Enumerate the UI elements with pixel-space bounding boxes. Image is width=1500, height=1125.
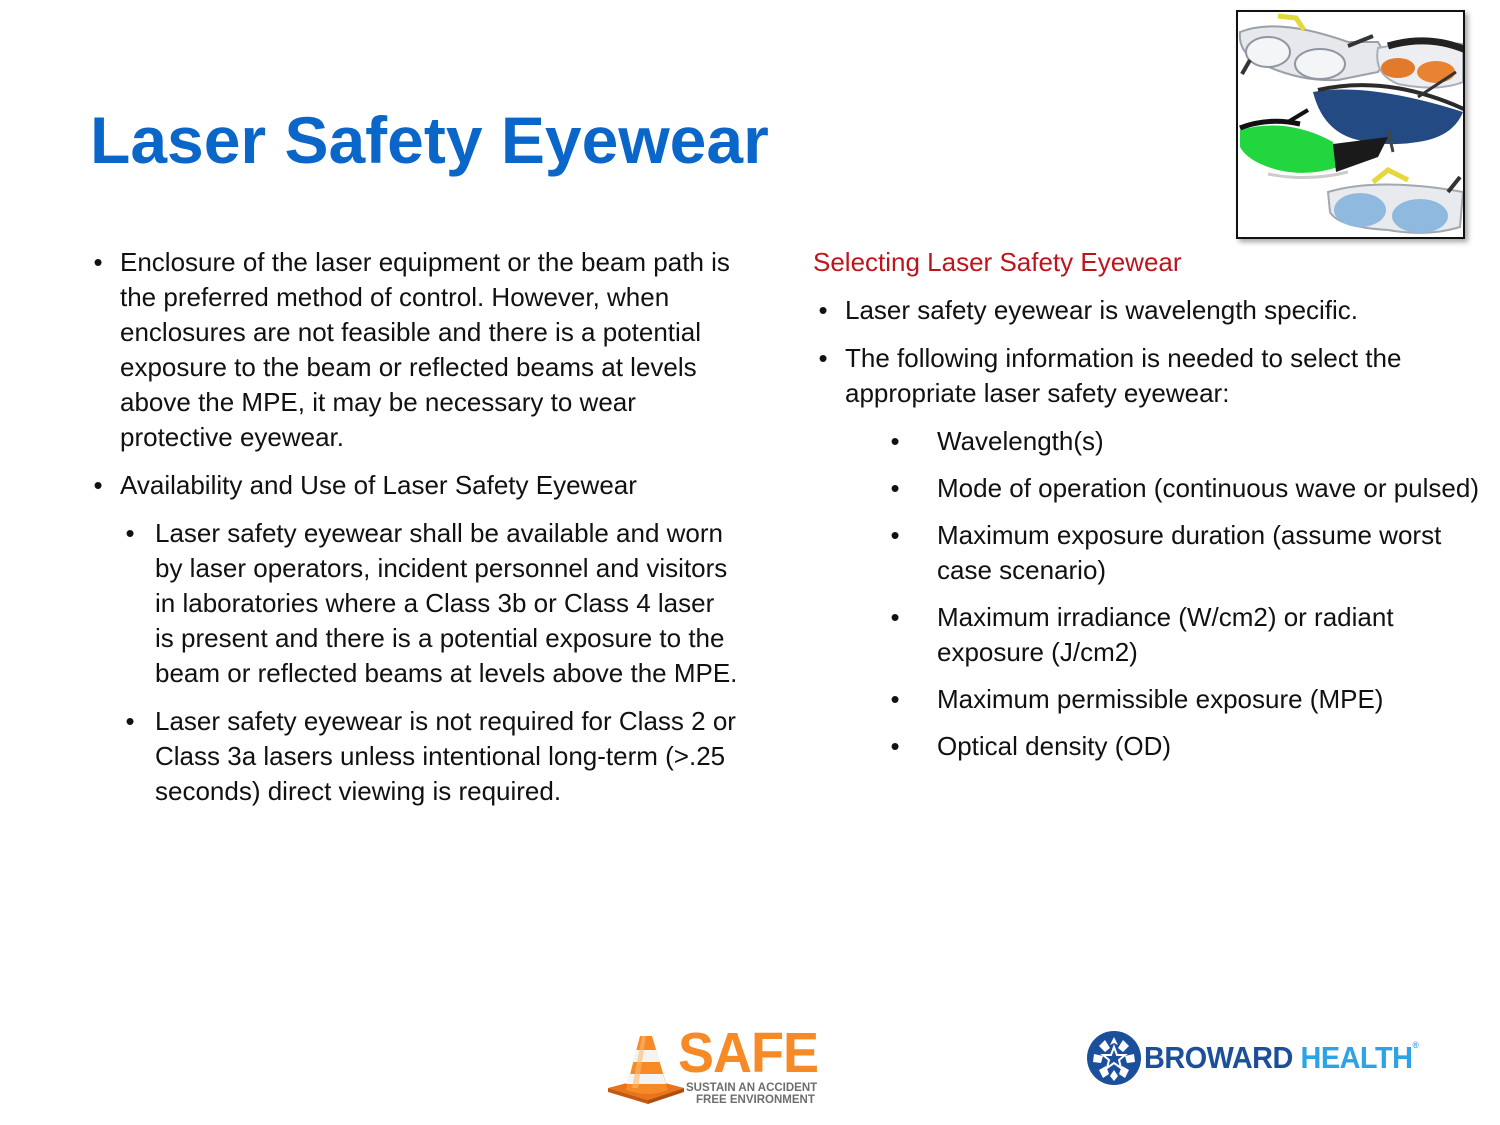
- sub-bullet-shall-be-available: [88, 516, 738, 691]
- bullet-text: Laser safety eyewear is wavelength specific.: [845, 295, 1359, 325]
- bullet-icon: •: [125, 706, 135, 736]
- clear-goggles-icon: [1240, 16, 1383, 80]
- bullet-icon: •: [93, 247, 103, 277]
- bullet-icon: •: [93, 470, 103, 500]
- sub-bullet-mode-of-operation: [813, 471, 1493, 506]
- broward-star-emblem-icon: [1086, 1030, 1142, 1086]
- right-content-column: [813, 245, 1493, 776]
- bullet-information-needed: [813, 341, 1493, 411]
- bullet-enclosure: [88, 245, 738, 455]
- safe-logo: [606, 1021, 826, 1110]
- broward-health-wordmark: [1144, 1040, 1418, 1076]
- sub-bullet-not-required: [88, 704, 738, 809]
- bullet-icon: •: [890, 731, 900, 761]
- bullet-availability: [88, 468, 738, 503]
- sub-bullet-irradiance: [813, 600, 1493, 670]
- bullet-text: Laser safety eyewear shall be available and worn by laser operators, incident personnel and visitors in laboratories where a Class 3b or Class 4 laser is present and there is a potential exposure to the beam or reflected beams at levels above the MPE.: [155, 518, 738, 688]
- bullet-text: Wavelength(s): [937, 426, 1104, 456]
- bullet-text: Maximum exposure duration (assume worst case scenario): [937, 520, 1442, 585]
- traffic-cone-icon: [606, 1032, 686, 1104]
- sub-bullet-wavelengths: [813, 424, 1493, 459]
- bullet-text: Optical density (OD): [937, 731, 1172, 761]
- sub-bullet-mpe: [813, 682, 1493, 717]
- bullet-icon: •: [890, 684, 900, 714]
- bullet-wavelength-specific: [813, 293, 1493, 328]
- bullet-text: Availability and Use of Laser Safety Eyewear: [120, 470, 637, 500]
- health-word: HEALTH: [1300, 1040, 1413, 1075]
- safe-tagline-line1: SUSTAIN AN ACCIDENT: [686, 1082, 818, 1094]
- left-content-column: [88, 245, 738, 822]
- bullet-icon: •: [890, 520, 900, 550]
- broward-health-logo: [1086, 1030, 1419, 1088]
- sub-bullet-optical-density: [813, 729, 1493, 764]
- bullet-text: Maximum permissible exposure (MPE): [937, 684, 1384, 714]
- light-blue-goggles-icon: [1328, 170, 1463, 233]
- bullet-text: Mode of operation (continuous wave or pulsed): [937, 473, 1479, 503]
- safety-eyewear-photo: [1236, 10, 1465, 239]
- broward-word: BROWARD: [1144, 1040, 1293, 1075]
- bullet-text: Maximum irradiance (W/cm2) or radiant exposure (J/cm2): [937, 602, 1394, 667]
- registered-mark: ®: [1412, 1040, 1419, 1050]
- bullet-text: Enclosure of the laser equipment or the beam path is the preferred method of control. However, when enclosures are not feasible and there is a potential exposure to the beam or reflected beams at levels above the MPE, it may be necessary to wear protective eyewear.: [120, 247, 730, 452]
- bullet-icon: •: [818, 343, 828, 373]
- bullet-text: Laser safety eyewear is not required for Class 2 or Class 3a lasers unless intentional long-term (>.25 seconds) direct viewing is required.: [155, 706, 736, 806]
- bullet-icon: •: [125, 518, 135, 548]
- bullet-icon: •: [890, 426, 900, 456]
- sub-bullet-exposure-duration: [813, 518, 1493, 588]
- bullet-icon: •: [890, 473, 900, 503]
- section-heading: Selecting Laser Safety Eyewear: [813, 247, 1182, 277]
- safe-wordmark: SAFE: [678, 1021, 819, 1085]
- slide-title: Laser Safety Eyewear: [90, 103, 769, 177]
- bullet-icon: •: [890, 602, 900, 632]
- safe-tagline-line2: FREE ENVIRONMENT: [696, 1094, 815, 1106]
- eyewear-illustration: [1238, 12, 1463, 237]
- bullet-text: The following information is needed to select the appropriate laser safety eyewear:: [845, 343, 1402, 408]
- bullet-icon: •: [818, 295, 828, 325]
